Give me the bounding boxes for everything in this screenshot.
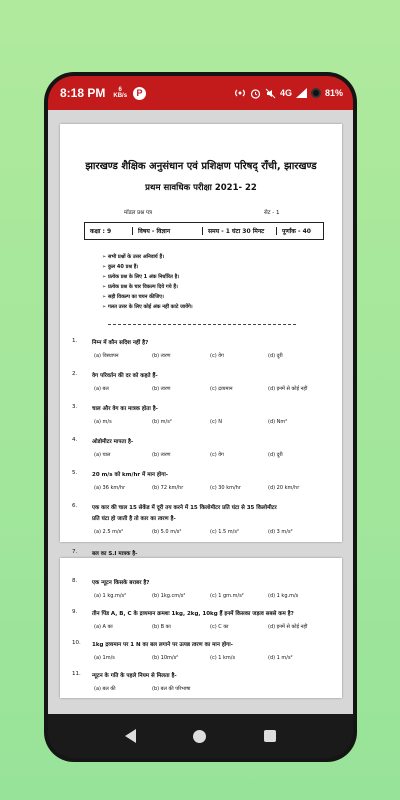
marks-info: पूर्णांक - 40 — [282, 228, 311, 235]
question-number: 5. — [72, 470, 78, 476]
answer-option: (c) वेग — [210, 452, 224, 458]
front-camera — [311, 88, 321, 98]
answer-option: (d) इनमें से कोई नहीं — [268, 386, 308, 392]
answer-option: (b) B का — [152, 624, 171, 630]
answer-option: (b) 5.0 m/s² — [152, 529, 182, 535]
status-icons — [234, 87, 343, 99]
hotspot-icon — [234, 87, 246, 99]
paper-label: मॉडल प्रश्न पत्र — [124, 210, 153, 216]
status-bar — [48, 76, 353, 110]
battery-level: 81% — [324, 88, 343, 98]
alarm-icon — [250, 88, 261, 99]
mute-icon — [265, 88, 276, 99]
section-divider — [108, 324, 296, 325]
class-info: कक्षा : 9 — [85, 227, 133, 235]
answer-option: (b) m/s² — [152, 419, 172, 425]
answer-option: (a) 36 km/hr — [94, 485, 126, 491]
answer-option: (b) त्वरण — [152, 353, 171, 359]
navigation-bar — [48, 714, 353, 758]
time-info: समय - 1 घंटा 30 मिनट — [203, 227, 277, 235]
instruction-item: ➢ प्रत्येक प्रश्न के लिए 1 अंक निर्धारित है। — [102, 272, 193, 282]
question-number: 11. — [72, 671, 81, 677]
answer-option: (a) चाल — [94, 452, 111, 458]
answer-option: (a) 1m/s — [94, 655, 115, 661]
answer-option: (d) 20 km/hr — [268, 485, 300, 491]
answer-option: (b) 1kg.cm/s² — [152, 593, 186, 599]
answer-option: (c) 1 km/s — [210, 655, 236, 661]
answer-option: (c) C का — [210, 624, 229, 630]
answer-option: (a) 2.5 m/s² — [94, 529, 124, 535]
answer-option: (a) m/s — [94, 419, 112, 425]
answer-option: (a) बल की — [94, 686, 116, 692]
question-text: ओडोमीटर मापता है- — [92, 439, 134, 445]
answer-option: (b) बल की परिभाषा — [152, 686, 191, 692]
exam-title: झारखण्ड शैक्षिक अनुसंधान एवं प्रशिक्षण परिषद् राँची, झारखण्ड — [85, 161, 317, 172]
question-number: 8. — [72, 578, 78, 584]
question-text: तीन पिंड A, B, C के द्रव्यमान क्रमशः 1kg, 2kg, 10kg हैं इनमें किसका जड़त्व सबसे कम है? — [92, 611, 294, 617]
instruction-item: ➢ सही विकल्प का चयन कीजिए। — [102, 292, 193, 302]
recent-apps-icon[interactable] — [264, 730, 276, 742]
instruction-item: ➢ सभी प्रश्नों के उत्तर अनिवार्य हैं। — [102, 252, 193, 262]
answer-option: (c) 1 gm.m/s² — [210, 593, 244, 599]
instruction-item: ➢ प्रत्येक प्रश्न के चार विकल्प दिये गये हैं। — [102, 282, 193, 292]
exam-info-table — [84, 222, 324, 240]
back-icon[interactable] — [125, 729, 136, 743]
question-text: एक कार की चाल 15 सेकेंड में दूरी तय करने में 15 किलोमीटर प्रति घंटा से 35 किलोमीटर — [92, 505, 277, 511]
question-number: 10. — [72, 640, 81, 646]
document-page-1 — [60, 124, 342, 557]
question-text: चाल और वेग का मात्रक होता है- — [92, 406, 158, 412]
status-time: 8:18 PM — [60, 86, 106, 100]
answer-option: (a) बल — [94, 386, 109, 392]
answer-option: (d) 1 m/s² — [268, 655, 293, 661]
question-text: निम्न में कौन सदिश नहीं है? — [92, 340, 149, 346]
signal-icon — [296, 88, 307, 98]
answer-option: (b) त्वरण — [152, 452, 171, 458]
home-icon[interactable] — [193, 730, 206, 743]
document-page-2 — [60, 558, 342, 698]
answer-option: (a) विस्थापन — [94, 353, 119, 359]
answer-option: (d) दूरी — [268, 353, 283, 359]
network-speed — [113, 87, 127, 99]
answer-option: (d) 1 kg.m/s — [268, 593, 299, 599]
document-viewer[interactable] — [48, 110, 353, 714]
question-number: 1. — [72, 338, 78, 344]
answer-option: (c) वेग — [210, 353, 224, 359]
question-text: बल का S.I मात्रक है- — [92, 551, 138, 557]
question-text: वेग परिवर्तन की दर को कहते हैं- — [92, 373, 158, 379]
network-type: 4G — [279, 88, 292, 98]
question-text: 1kg द्रव्यमान पर 1 N का बल लगाने पर उत्पन्न त्वरण का मान होगा- — [92, 642, 233, 648]
answer-option: (c) N — [210, 419, 222, 425]
instruction-item: ➢ कुल 40 प्रश्न हैं। — [102, 262, 193, 272]
exam-subtitle: प्रथम सावधिक परीक्षा 2021- 22 — [145, 183, 257, 193]
instruction-item: ➢ गलत उत्तर के लिए कोई अंक नहीं काटे जायेंगे। — [102, 302, 193, 312]
question-number: 9. — [72, 609, 78, 615]
question-number: 6. — [72, 503, 78, 509]
answer-option: (c) द्रव्यमान — [210, 386, 233, 392]
instructions-list — [102, 252, 193, 312]
answer-option: (d) दूरी — [268, 452, 283, 458]
answer-option: (a) 1 kg.m/s² — [94, 593, 127, 599]
question-number: 2. — [72, 371, 78, 377]
answer-option: (c) 30 km/hr — [210, 485, 241, 491]
answer-option: (c) 1.5 m/s² — [210, 529, 239, 535]
phone-screen — [48, 76, 353, 758]
answer-option: (d) इनमें से कोई नहीं — [268, 624, 308, 630]
phone-frame — [44, 72, 357, 762]
set-label: सेट - 1 — [264, 210, 280, 216]
network-speed-value: 6 — [118, 87, 122, 93]
question-text: न्यूटन के गति के पहले नियम से मिलता है- — [92, 673, 177, 679]
network-speed-unit: KB/s — [113, 93, 128, 99]
question-text: 20 m/s को km/hr में मान होगा- — [92, 472, 169, 478]
question-text-line2: प्रति घंटा हो जाती है तो कार का त्वरण है- — [92, 516, 176, 522]
question-number: 3. — [72, 404, 78, 410]
question-number: 4. — [72, 437, 78, 443]
answer-option: (b) 72 km/hr — [152, 485, 184, 491]
question-text: एक न्यूटन किसके बराबर है? — [92, 580, 150, 586]
question-number: 7. — [72, 549, 78, 555]
answer-option: (b) 10m/s² — [152, 655, 179, 661]
answer-option: (d) 3 m/s² — [268, 529, 293, 535]
app-notification-icon: P — [133, 87, 146, 100]
answer-option: (a) A का — [94, 624, 113, 630]
answer-option: (b) त्वरण — [152, 386, 171, 392]
subject-info: विषय - विज्ञान — [133, 227, 203, 235]
answer-option: (d) Nm² — [268, 419, 288, 425]
